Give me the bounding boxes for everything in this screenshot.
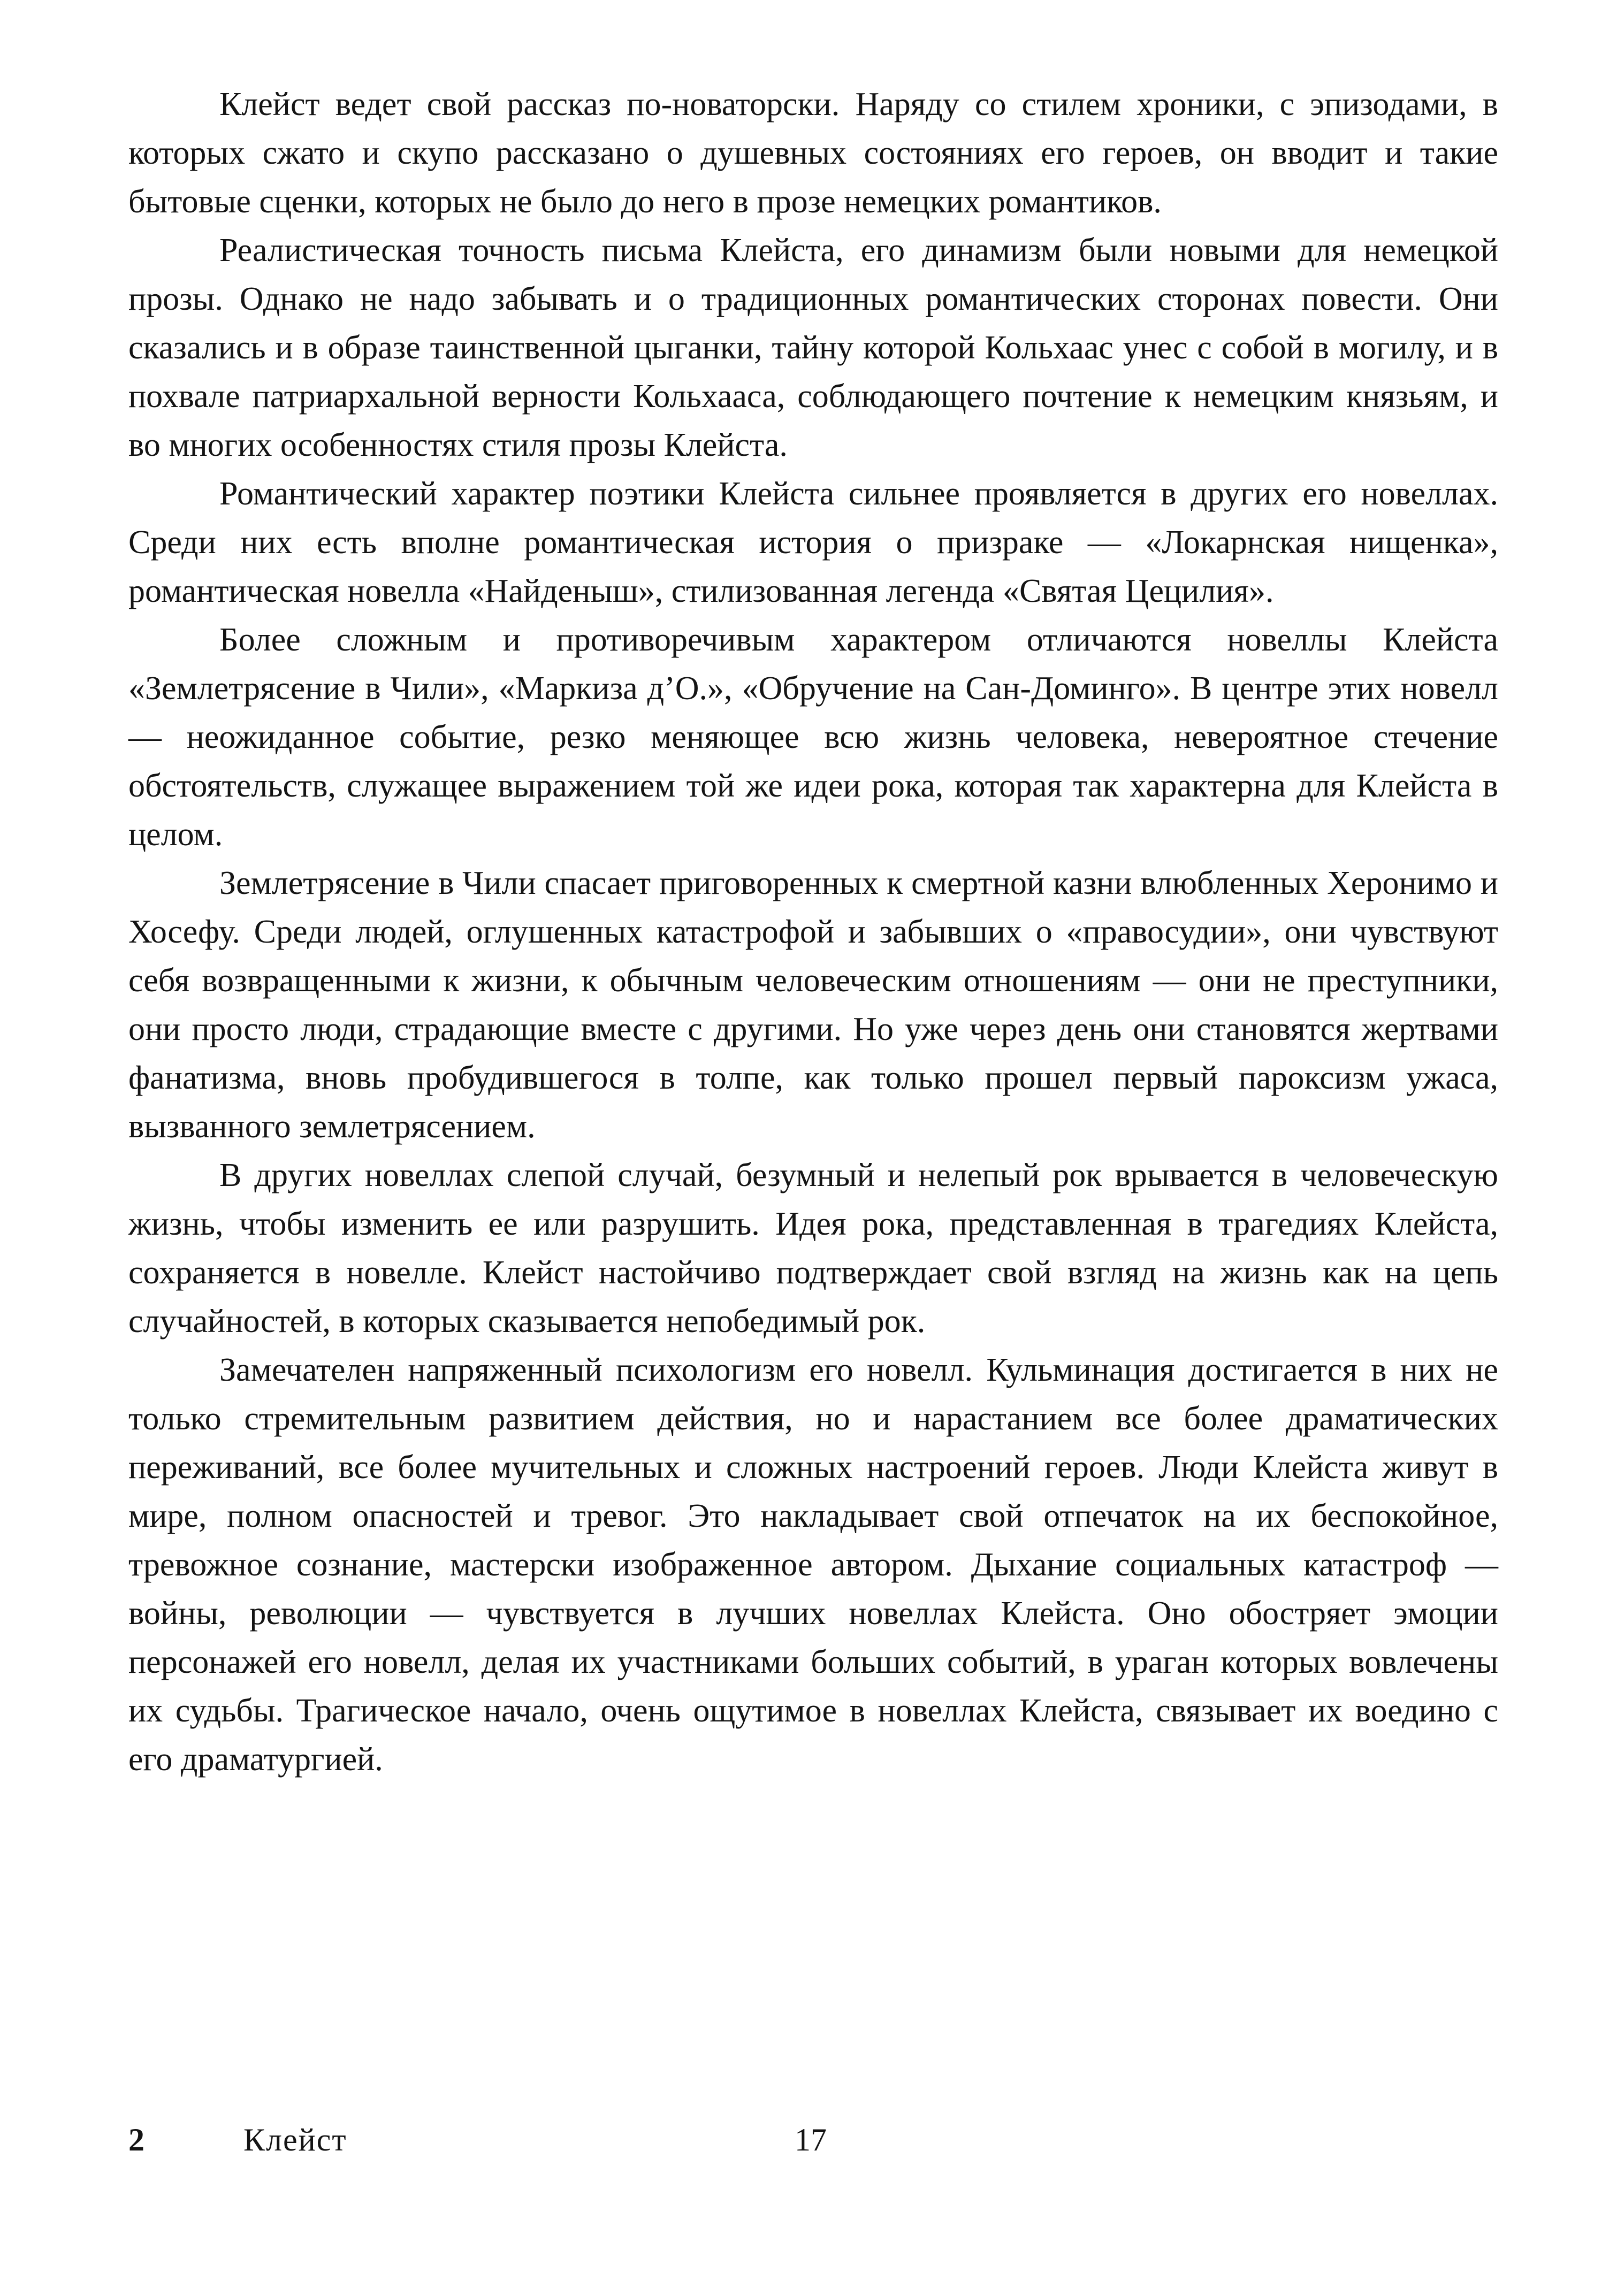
- signature-name: Клейст: [243, 2122, 347, 2157]
- paragraph: В других новеллах слепой случай, безумный и нелепый рок врывается в человеческую жизнь, чтобы изменить ее или разрушить. Идея рока, представленная в трагедиях Клейста, сохраняется в новелле. Клейст настойчиво подтверждает свой взгляд на жизнь как на цепь случайностей, в которых сказывается непобедимый рок.: [128, 1157, 1498, 1340]
- paragraph: Клейст ведет свой рассказ по-новаторски. Наряду со стилем хроники, с эпизодами, в которых сжато и скупо рассказано о душевных состояниях его героев, он вводит и такие бытовые сценки, которых не было до него в прозе немецких романтиков.: [128, 86, 1498, 220]
- page-body: [128, 80, 1498, 1784]
- paragraph: Реалистическая точность письма Клейста, его динамизм были новыми для немецкой прозы. Однако не надо забывать и о традиционных романтических сторонах повести. Они сказались и в образе таинственной цыганки, тайну которой Кольхаас унес с собой в могилу, и в похвале патриархальной верности Кольхааса, соблюдающего почтение к немецким князьям, и во многих особенностях стиля прозы Клейста.: [128, 232, 1498, 463]
- signature-number: 2: [128, 2122, 144, 2157]
- page-footer: [128, 2118, 1498, 2161]
- paragraph: Землетрясение в Чили спасает приговоренных к смертной казни влюбленных Херонимо и Хосефу. Среди людей, оглушенных катастрофой и забывших о «правосудии», они чувствуют себя возвращенными к жизни, к обычным человеческим отношениям — они не преступники, они просто люди, страдающие вместе с другими. Но уже через день они становятся жертвами фанатизма, вновь пробудившегося в толпе, как только прошел первый пароксизм ужаса, вызванного землетрясением.: [128, 865, 1498, 1145]
- paragraph: Романтический характер поэтики Клейста сильнее проявляется в других его новеллах. Среди них есть вполне романтическая история о призраке — «Локарнская нищенка», романтическая новелла «Найденыш», стилизованная легенда «Святая Цецилия».: [128, 476, 1498, 609]
- page-number: 17: [795, 2122, 827, 2157]
- paragraph: Более сложным и противоречивым характером отличаются новеллы Клейста «Землетрясение в Чили», «Маркиза д’О.», «Обручение на Сан-Доминго». В центре этих новелл — неожиданное событие, резко меняющее всю жизнь человека, невероятное стечение обстоятельств, служащее выражением той же идеи рока, которая так характерна для Клейста в целом.: [128, 622, 1498, 853]
- paragraph: Замечателен напряженный психологизм его новелл. Кульминация достигается в них не только стремительным развитием действия, но и нарастанием все более драматических переживаний, все более мучительных и сложных настроений героев. Люди Клейста живут в мире, полном опасностей и тревог. Это накладывает свой отпечаток на их беспокойное, тревожное сознание, мастерски изображенное автором. Дыхание социальных катастроф — войны, революции — чувствуется в лучших новеллах Клейста. Оно обостряет эмоции персонажей его новелл, делая их участниками больших событий, в ураган которых вовлечены их судьбы. Трагическое начало, очень ощутимое в новеллах Клейста, связывает их воедино с его драматургией.: [128, 1352, 1498, 1778]
